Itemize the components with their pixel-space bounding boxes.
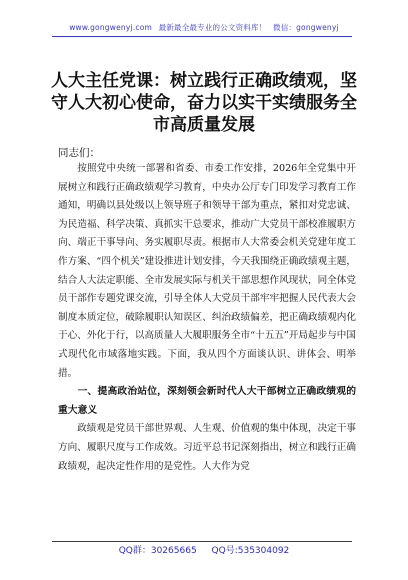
site-url: www.gongwenyj.com — [69, 23, 152, 32]
page-header — [0, 22, 408, 33]
qq-number: QQ号:535304092 — [211, 546, 290, 556]
header-divider — [52, 36, 352, 37]
greeting: 同志们： — [58, 147, 100, 159]
page-footer — [0, 543, 408, 556]
qq-group: QQ群：30265665 — [118, 546, 197, 556]
site-slogan: 最新最全最专业的公文资料库！ — [158, 23, 267, 32]
footer-divider — [52, 541, 352, 542]
document-body — [58, 160, 356, 476]
document-title: 人大主任党课：树立践行正确政绩观，坚守人大初心使命，奋力以实干实绩服务全市高质量发展 — [51, 71, 357, 135]
wechat-id: 微信：gongwenyj — [273, 23, 339, 32]
intro-paragraph: 按照党中央统一部署和省委、市委工作安排，2026年全党集中开展树立和践行正确政绩观学习教育，中央办公厅专门印发学习教育工作通知，明确以县处级以上领导班子和领导干部为重点，紧扣对党忠诚、为民造福、科学决策、真抓实干总要求，推动广大党员干部校准履职方向、端正干事导向、务实履职尽责。根据市人大常委会机关党建年度工作方案、“四个机关”建设推进计划安排，今天我围绕正确政绩观主题，结合人大法定职能、全市发展实际与机关干部思想作风现状，同全体党员干部作专题党课交流，引导全体人大党员干部牢牢把握人民代表大会制度本质定位，破除履职认知误区、纠治政绩偏差，把正确政绩观内化于心、外化于行，以高质量人大履职服务全市“十五五”开局起步与中国式现代化市域落地实践。下面，我从四个方面谈认识、讲体会、明举措。 — [58, 163, 356, 379]
section-paragraph: 政绩观是党员干部世界观、人生观、价值观的集中体现，决定干事方向、履职尺度与工作成效。习近平总书记深刻指出，树立和践行正确政绩观，起决定性作用的是党性。人大作为党 — [58, 423, 356, 472]
section-heading: 一、提高政治站位，深刻领会新时代人大干部树立正确政绩观的重大意义 — [58, 386, 356, 416]
